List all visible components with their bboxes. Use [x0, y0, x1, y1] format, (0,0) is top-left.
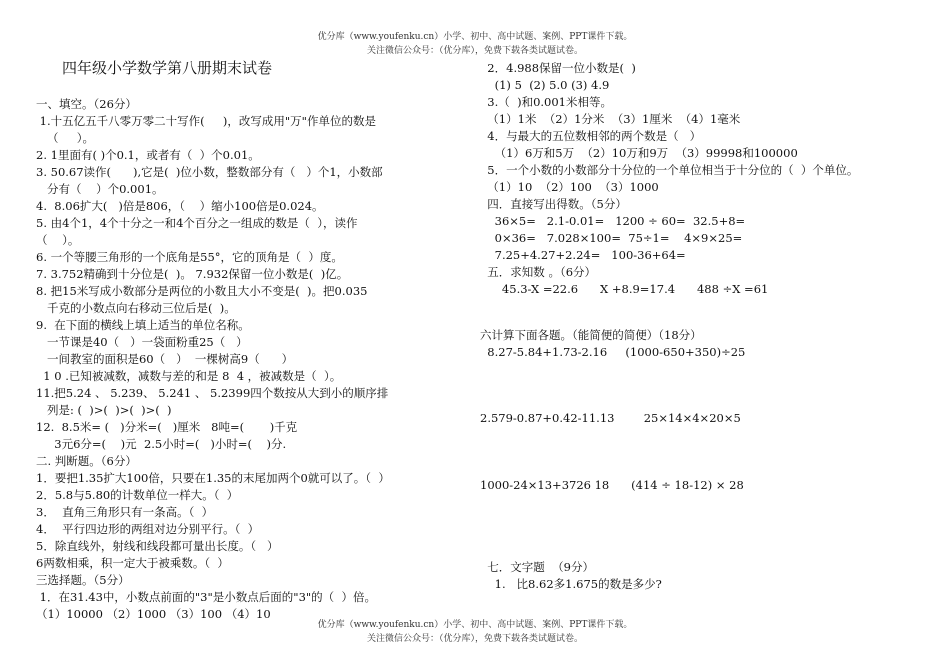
question-line: 2．5.8与5.80的计数单位一样大。（ ）: [36, 488, 239, 502]
question-line: 1 0 .已知被减数，减数与差的和是 8 4 ，被减数是（ ）。: [36, 369, 342, 383]
question-line: 3. 50.67读作( ),它是( )位小数，整数部分有（ ）个1，小数部: [36, 165, 383, 179]
question-line: 45.3-X =22.6 X +8.9=17.4 488 ÷X =61: [480, 282, 769, 296]
section-calc-heading: 六计算下面各题。（能简便的简便）（18分）: [480, 328, 702, 342]
question-line: 1．在31.43中，小数点前面的"3"是小数点后面的"3"的（ ）倍。: [36, 590, 376, 604]
question-line: 8. 把15米写成小数部分是两位的小数且大小不变是( )。把0.035: [36, 284, 368, 298]
section-solve-heading: 五．求知数 。（6分）: [480, 265, 597, 279]
question-line: 8.27-5.84+1.73-2.16 (1000-650+350)÷25: [480, 345, 746, 359]
section-word-heading: 七．文字题 （9分）: [480, 560, 594, 574]
question-line: 6两数相乘，积一定大于被乘数。（ ）: [36, 556, 229, 570]
question-line: （ ）。: [36, 131, 94, 145]
question-line: 列是: ( )>( )>( )>( ): [36, 403, 172, 417]
question-line: 一间教室的面积是60（ ） 一棵树高9（ ）: [36, 352, 294, 366]
question-line: 36×5= 2.1-0.01= 1200 ÷ 60= 32.5+8=: [480, 214, 746, 228]
question-line: 分有（ ）个0.001。: [36, 182, 164, 196]
question-line: 1.十五亿五千八零万零二十写作( )，改写成用"万"作单位的数是: [36, 114, 376, 128]
question-line: （ ）。: [36, 233, 80, 247]
footer-line-1: 优分库（www.youfenku.cn）小学、初中、高中试题、案例、PPT课件下载。: [317, 620, 633, 630]
section-direct-heading: 四．直接写出得数。（5分）: [480, 197, 627, 211]
question-line: (1) 5 (2) 5.0 (3) 4.9: [480, 78, 610, 92]
question-line: 2. 1里面有( )个0.1，或者有（ ）个0.01。: [36, 148, 260, 162]
question-line: 千克的小数点向右移动三位后是( )。: [36, 301, 236, 315]
page-header: [0, 30, 950, 58]
question-line: 4． 平行四边形的两组对边分别平行。（ ）: [36, 522, 260, 536]
question-line: 2．4.988保留一位小数是( ): [480, 61, 636, 75]
question-line: 11.把5.24 、 5.239、 5.241 、 5.2399四个数按从大到小的顺序排: [36, 386, 389, 400]
question-line: 12. 8.5米= ( )分米=( )厘米 8吨=( )千克: [36, 420, 298, 434]
question-line: 7. 3.752精确到十分位是( )。 7.932保留一位小数是( )亿。: [36, 267, 349, 281]
question-line: 6. 一个等腰三角形的一个底角是55°，它的顶角是（ ）度。: [36, 250, 343, 264]
question-line: 3元6分=( )元 2.5小时=( )小时=( )分.: [36, 437, 287, 451]
footer-line-2: 关注微信公众号：（优分库），免费下载各类试题试卷。: [366, 634, 583, 644]
question-line: 9. 在下面的横线上填上适当的单位名称。: [36, 318, 250, 332]
question-line: 3． 直角三角形只有一条高。（ ）: [36, 505, 214, 519]
section-judge-heading: 二. 判断题。（6分）: [36, 454, 137, 468]
question-line: 5．除直线外，射线和线段都可量出长度。（ ）: [36, 539, 279, 553]
question-line: （1）10 （2）100 （3）1000: [480, 180, 659, 194]
header-line-2: 关注微信公众号：（优分库），免费下载各类试题试卷。: [366, 46, 583, 56]
question-line: 5. 由4个1，4个十分之一和4个百分之一组成的数是（ ），读作: [36, 216, 358, 230]
question-line: 1. 比8.62多1.675的数是多少?: [480, 577, 662, 591]
exam-title: 四年级小学数学第八册期末试卷: [62, 59, 273, 77]
question-line: 4. 8.06扩大( )倍是806，（ ）缩小100倍是0.024。: [36, 199, 324, 213]
question-line: 3.（ )和0.001米相等。: [480, 95, 613, 109]
question-line: （1）1米 （2）1分米 （3）1厘米 （4）1毫米: [480, 112, 741, 126]
question-line: 1．要把1.35扩大100倍，只要在1.35的末尾加两个0就可以了。（ ）: [36, 471, 390, 485]
header-line-1: 优分库（www.youfenku.cn）小学、初中、高中试题、案例、PPT课件下载。: [317, 32, 633, 42]
question-line: 一节课是40（ ）一袋面粉重25（ ）: [36, 335, 248, 349]
section-choice-heading: 三选择题。（5分）: [36, 573, 130, 587]
question-line: （1）10000 （2）1000 （3）100 （4）10: [36, 607, 271, 621]
page-footer: [0, 618, 950, 646]
question-line: 1000-24×13+3726 18 (414 ÷ 18-12) × 28: [480, 478, 744, 492]
question-line: 4．与最大的五位数相邻的两个数是（ ）: [480, 129, 702, 143]
question-line: 7.25+4.27+2.24= 100-36+64=: [480, 248, 686, 262]
question-line: 2.579-0.87+0.42-11.13 25×14×4×20×5: [480, 411, 741, 425]
question-line: 5．一个小数的小数部分十分位的一个单位相当于十分位的（ ）个单位。: [480, 163, 859, 177]
question-line: 0×36= 7.028×100= 75÷1= 4×9×25=: [480, 231, 743, 245]
section-fill-heading: 一、填空。（26分）: [36, 97, 137, 111]
question-line: （1）6万和5万 （2）10万和9万 （3）99998和100000: [480, 146, 798, 160]
